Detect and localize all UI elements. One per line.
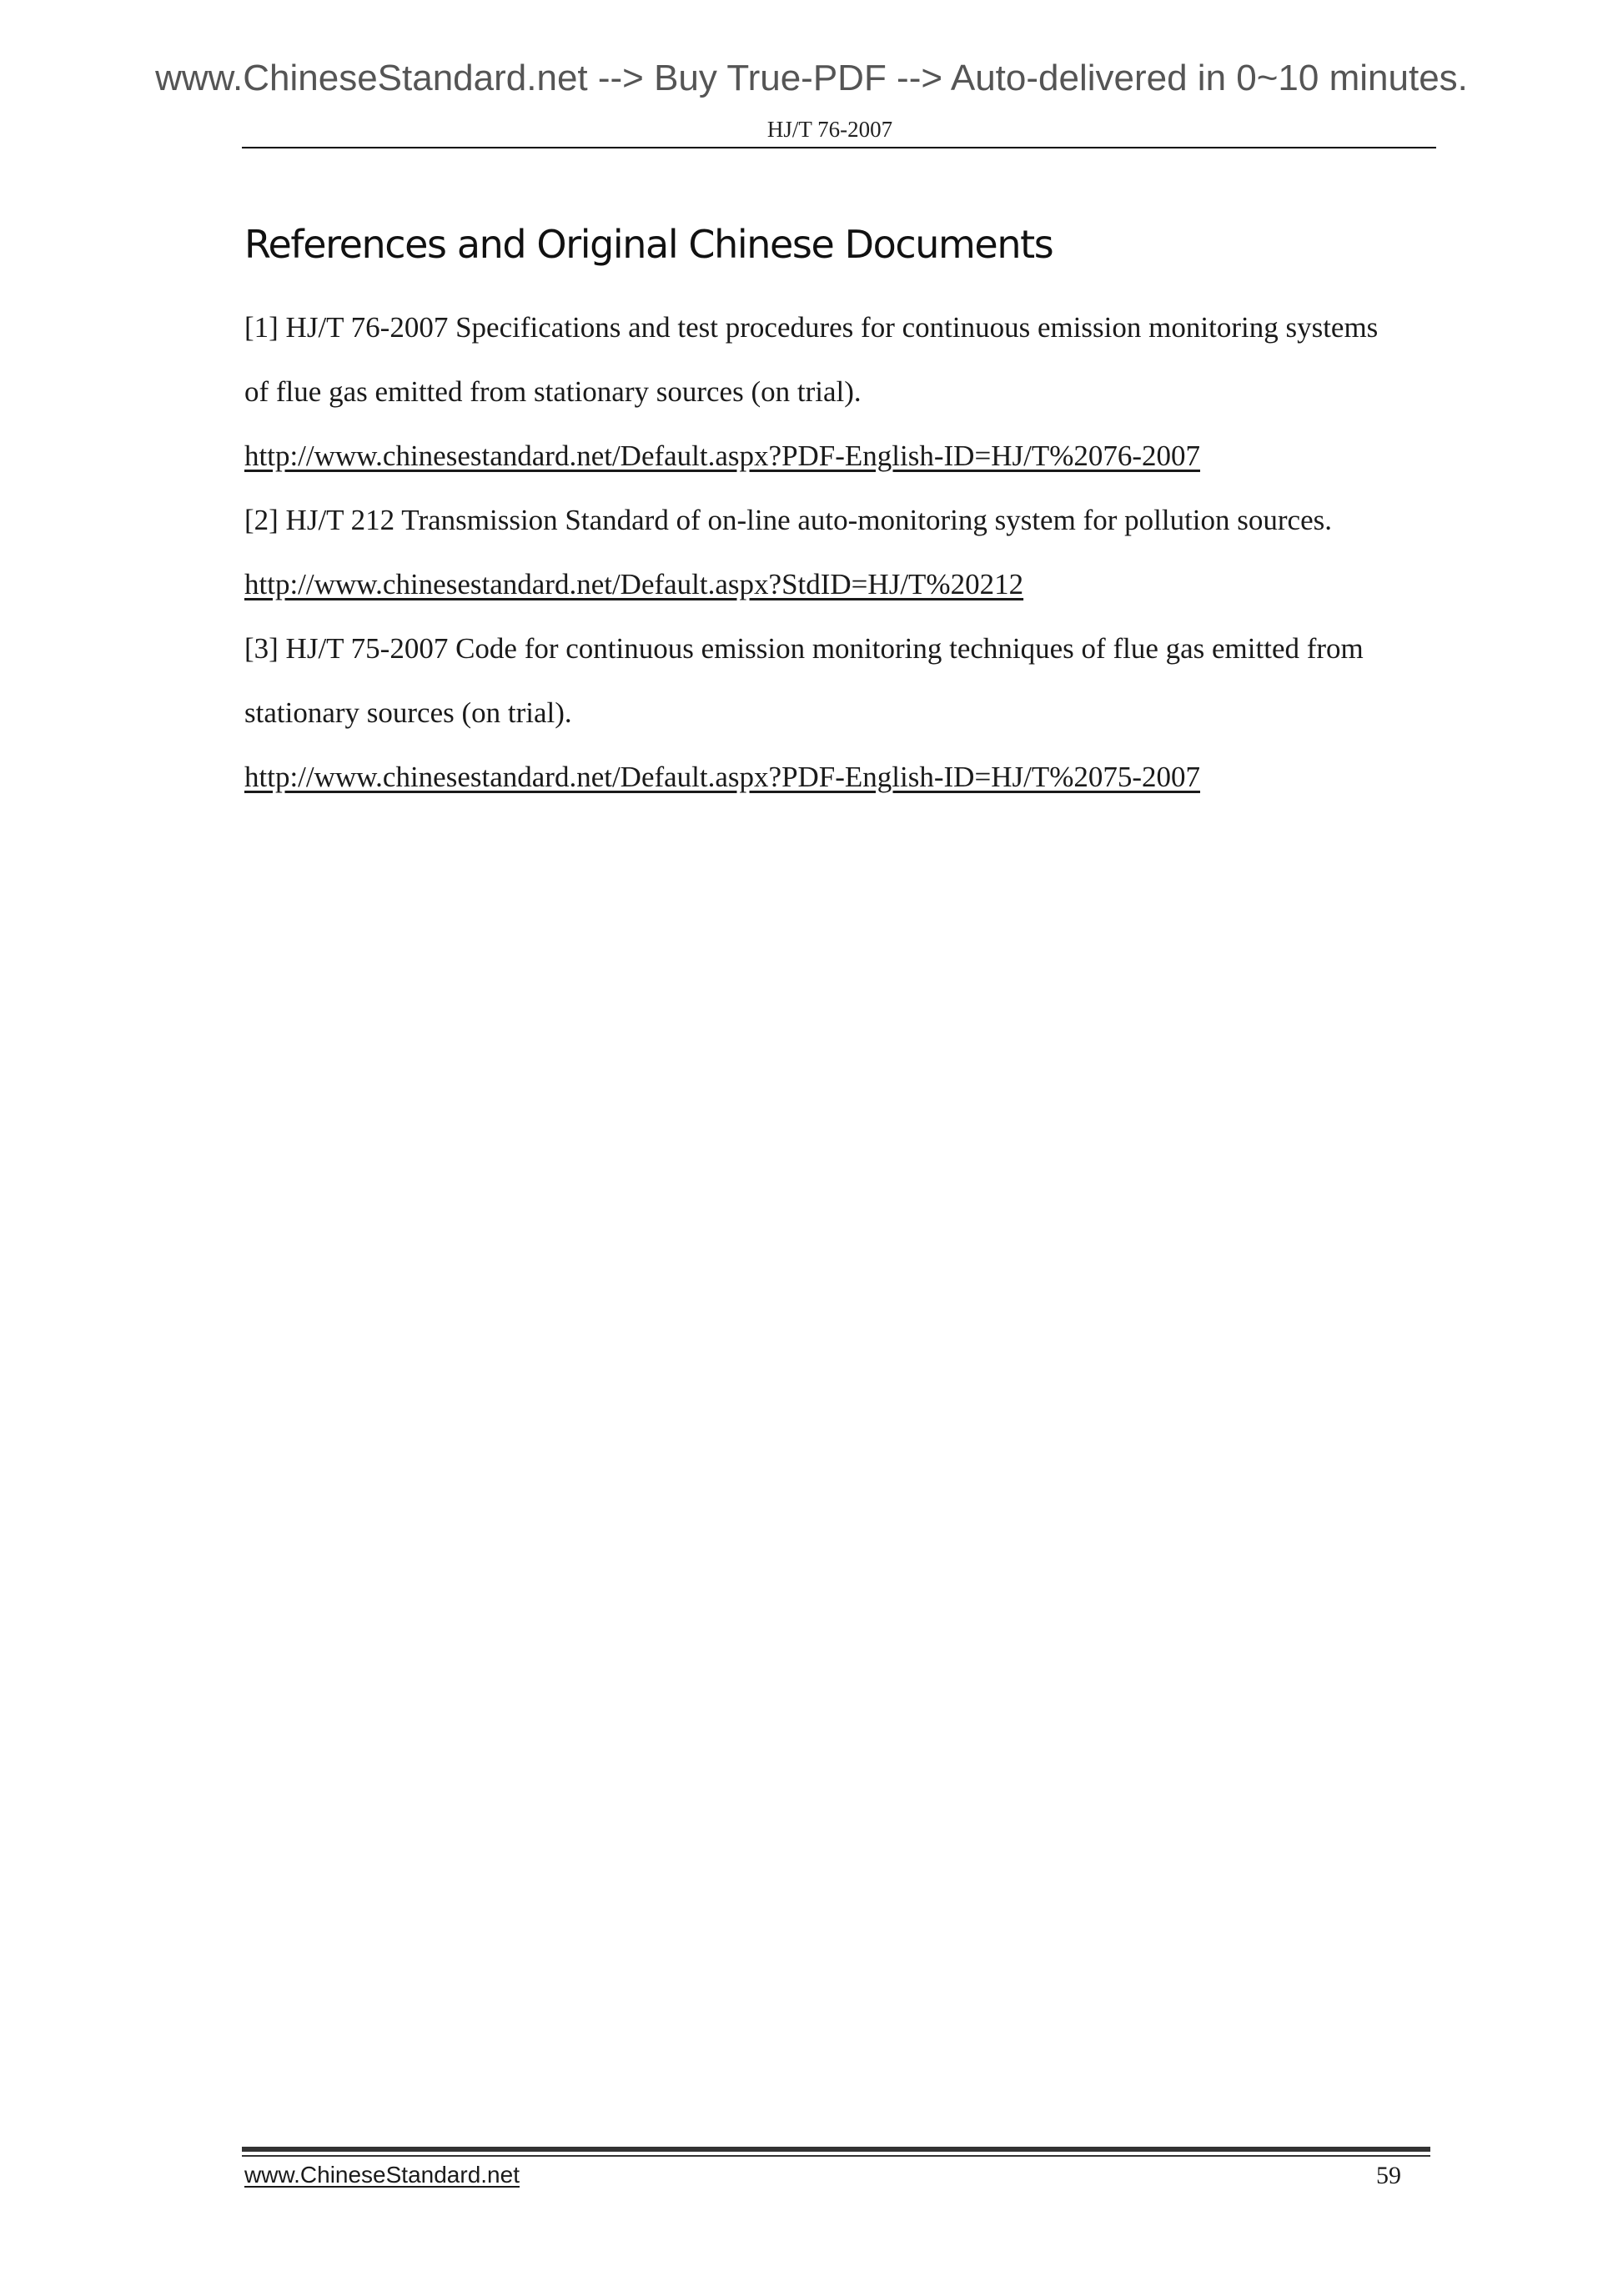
document-code: HJ/T 76-2007: [766, 117, 893, 142]
footer-divider-thick: [242, 2147, 1430, 2152]
reference-1-text-line-2: of flue gas emitted from stationary sources (on trial).: [244, 375, 862, 408]
top-banner: www.ChineseStandard.net --> Buy True-PDF --> Auto-delivered in 0~10 minutes.: [155, 58, 1468, 98]
page-number: 59: [1376, 2162, 1401, 2189]
footer-divider-thin: [242, 2155, 1430, 2157]
reference-1-link[interactable]: http://www.chinesestandard.net/Default.aspx?PDF-English-ID=HJ/T%2076-2007: [244, 440, 1201, 472]
footer-website-link[interactable]: www.ChineseStandard.net: [244, 2162, 520, 2188]
reference-3-text-line-1: [3] HJ/T 75-2007 Code for continuous emission monitoring techniques of flue gas emitted from: [244, 632, 1364, 665]
reference-1-text-line-1: [1] HJ/T 76-2007 Specifications and test procedures for continuous emission monitoring systems: [244, 311, 1379, 344]
reference-3-link[interactable]: http://www.chinesestandard.net/Default.aspx?PDF-English-ID=HJ/T%2075-2007: [244, 761, 1201, 793]
reference-3-text-line-2: stationary sources (on trial).: [244, 696, 572, 729]
reference-2-link[interactable]: http://www.chinesestandard.net/Default.aspx?StdID=HJ/T%20212: [244, 568, 1024, 600]
reference-2-text-line-1: [2] HJ/T 212 Transmission Standard of on-line auto-monitoring system for pollution sources.: [244, 504, 1332, 536]
section-title: References and Original Chinese Documents: [244, 222, 1053, 267]
header-divider: [242, 147, 1436, 148]
